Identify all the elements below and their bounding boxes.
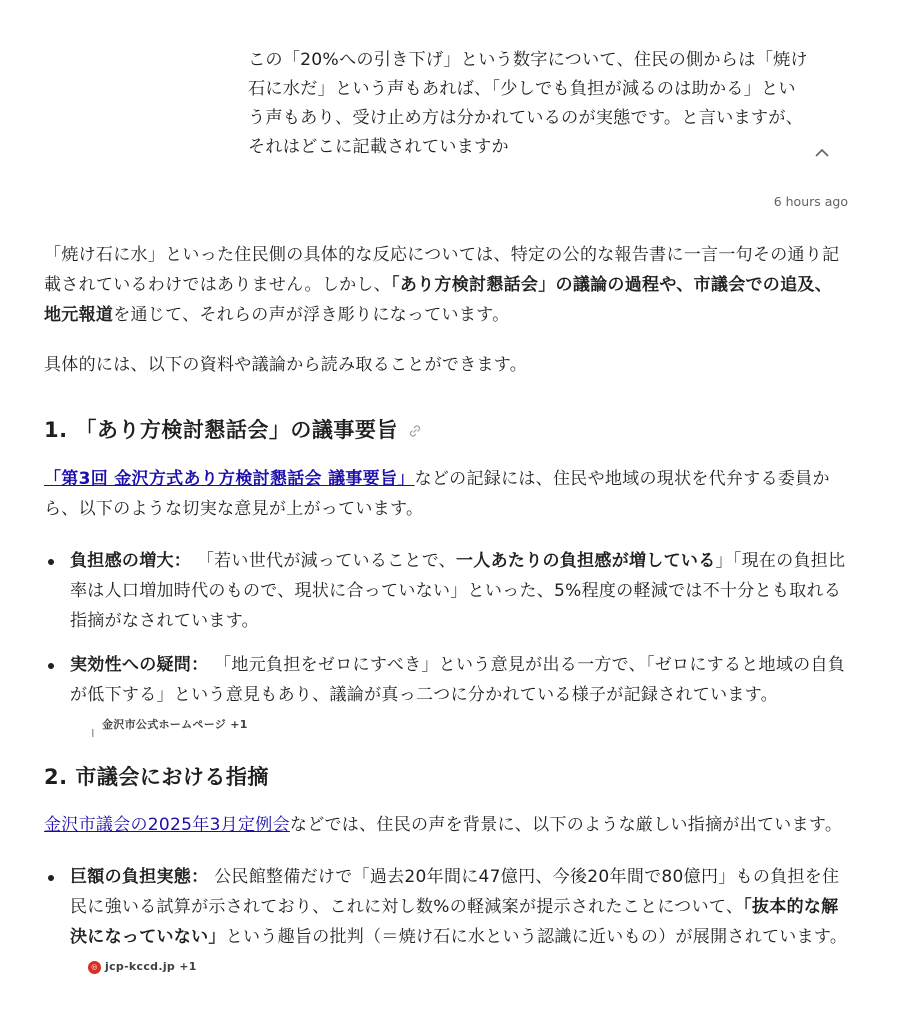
user-message-text: この「20%への引き下げ」という数字について、住民の側からは「焼け石に水だ」という声もあれば、「少しでも負担が減るのは助かる」という声もあり、受け止め方は分かれているのが実態です。と言いますが、それはどこに記載されていますか [248, 50, 808, 157]
section-2-heading: 2. 市議会における指摘 [44, 765, 269, 789]
section-2-intro: 金沢市議会の2025年3月定例会などでは、住民の声を背景に、以下のような厳しい指摘が出ています。 [44, 815, 843, 835]
user-message [248, 46, 808, 162]
answer-paragraph-2: 具体的には、以下の資料や議論から読み取ることができます。 [44, 355, 528, 375]
meeting-minutes-link[interactable]: 「第3回 金沢方式あり方検討懇話会 議事要旨」 [44, 469, 415, 489]
section-2-list [44, 862, 849, 982]
section-1-intro: 「第3回 金沢方式あり方検討懇話会 議事要旨」などの記録には、住民や地域の現状を代弁する委員から、以下のような切実な意見が上がっています。 [44, 469, 830, 519]
assistant-answer [44, 240, 849, 996]
message-timestamp: 6 hours ago [773, 194, 848, 209]
list-item: 負担感の増大： 「若い世代が減っていることで、一人あたりの負担感が増している」「現在の負担比率は人口増加時代のもので、現状に合っていない」といった、5%程度の軽減では不十分とも取れる指摘がなされています。 [70, 546, 849, 636]
source-citation-chip[interactable]: ◎ jcp-kccd.jp +1 [88, 952, 197, 982]
collapse-message-button[interactable] [810, 140, 834, 164]
answer-emphasis: 「あり方検討懇話会」の議論の過程や、市議会での追及、地元報道 [44, 275, 832, 325]
source-citation-chip[interactable]: 金沢市公式ホームページ +1 [88, 710, 248, 740]
section-1-list [44, 546, 849, 740]
list-item: 実効性への疑問： 「地元負担をゼロにすべき」という意見が出る一方で、「ゼロにすると地域の自負が低下する」という意見もあり、議論が真っ二つに分かれている様子が記録されています。 金沢市公式ホームページ +1 [70, 650, 849, 740]
chevron-up-icon [814, 143, 830, 162]
answer-paragraph-1: 「焼け石に水」といった住民側の具体的な反応については、特定の公的な報告書に一言一句その通り記載されているわけではありません。しかし、「あり方検討懇話会」の議論の過程や、市議会での追及、地元報道を通じて、それらの声が浮き彫りになっています。 [44, 245, 840, 325]
list-item: 巨額の負担実態： 公民館整備だけで「過去20年間に47億円、今後20年間で80億円」もの負担を住民に強いる試算が示されており、これに対し数%の軽減案が提示されたことについて、「抜本的な解決になっていない」という趣旨の批判（＝焼け石に水という認識に近いもの）が展開されています。 ◎ jcp-kccd.jp +1 [70, 862, 849, 982]
link-icon[interactable] [408, 416, 422, 446]
section-1-heading: 1. 「あり方検討懇話会」の議事要旨 [44, 415, 849, 446]
city-council-link[interactable]: 金沢市議会の2025年3月定例会 [44, 815, 290, 835]
kanazawa-site-icon [88, 720, 98, 730]
jcp-site-icon: ◎ [88, 961, 101, 974]
